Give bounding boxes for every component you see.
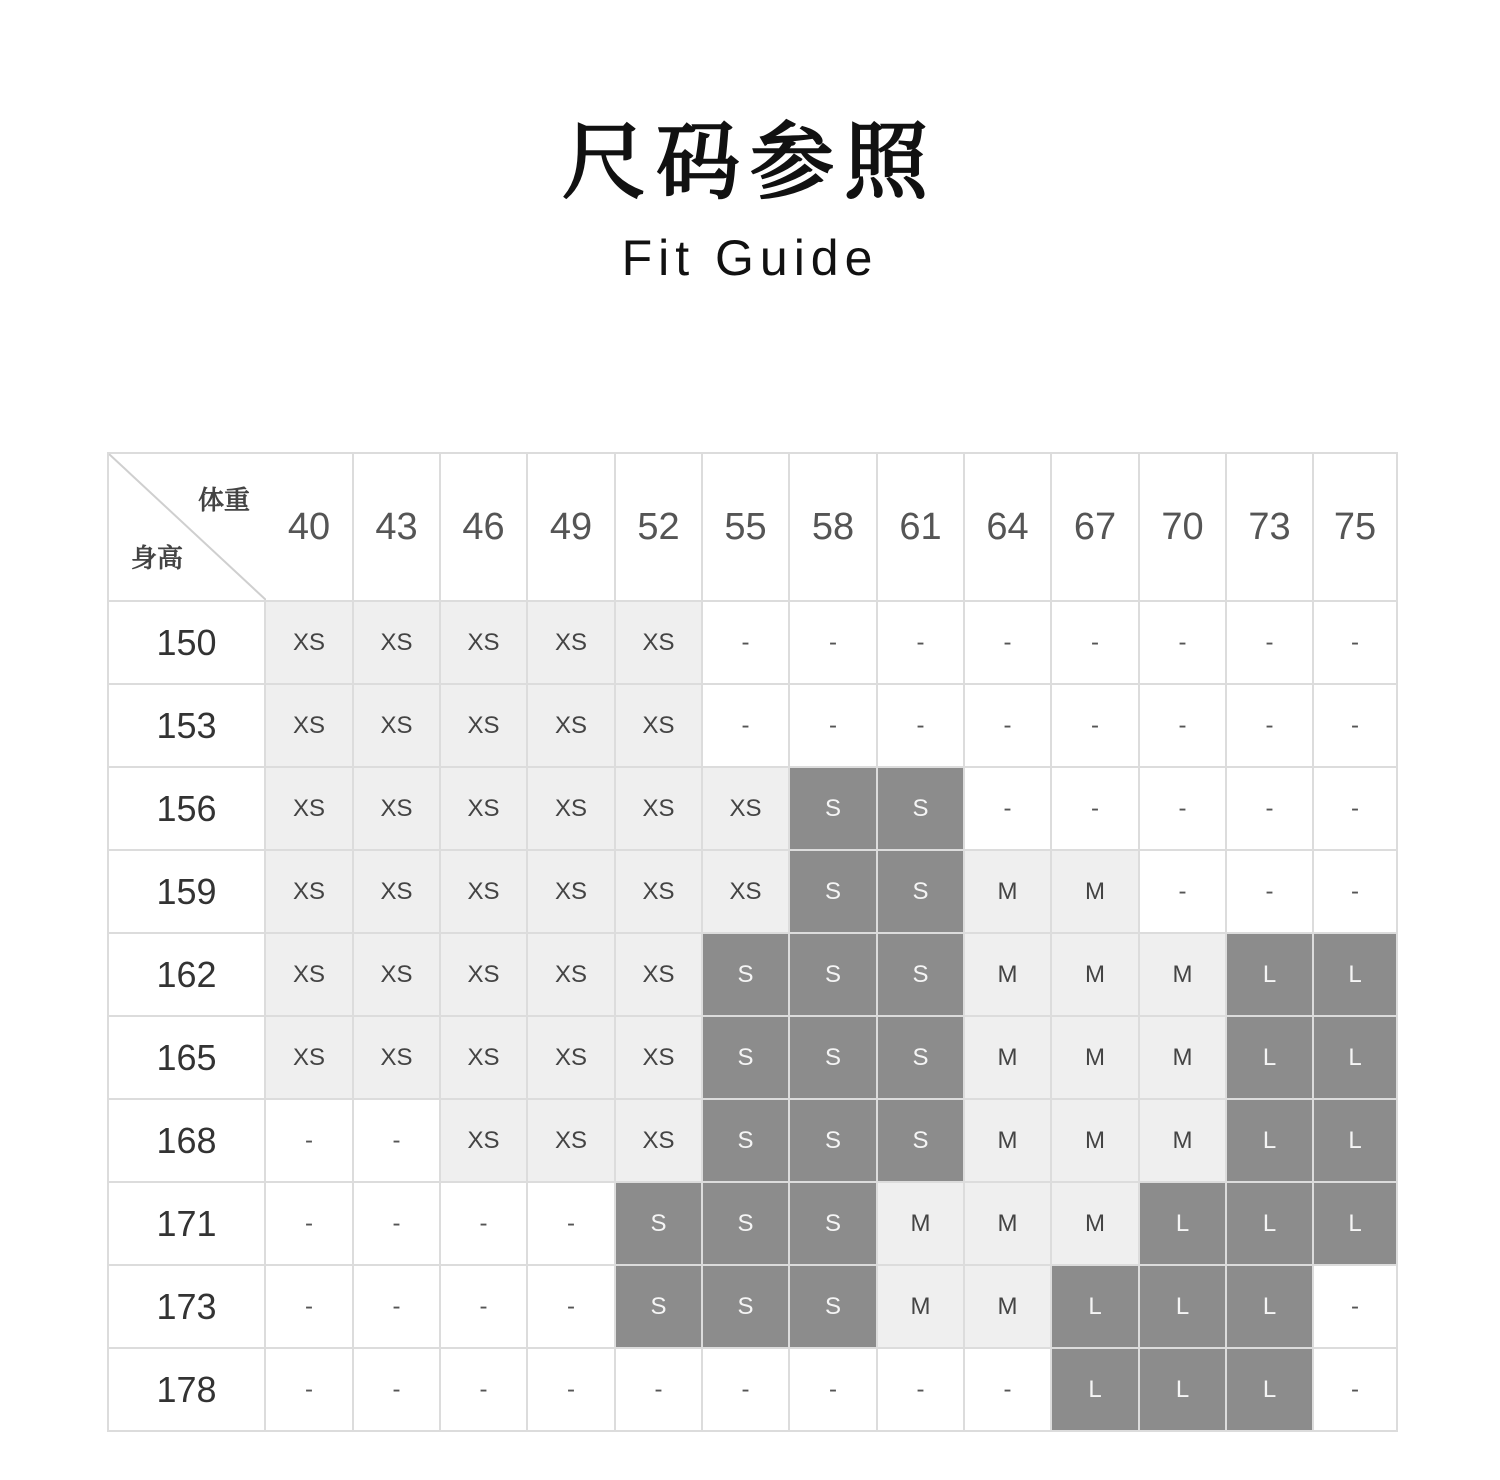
- size-cell: S: [702, 1016, 789, 1099]
- size-cell: -: [265, 1265, 353, 1348]
- page-subtitle: Fit Guide: [621, 230, 879, 286]
- size-cell: S: [789, 1265, 877, 1348]
- size-cell: -: [964, 684, 1051, 767]
- size-cell: S: [702, 933, 789, 1016]
- size-cell: S: [877, 1016, 964, 1099]
- weight-header-49: 49: [527, 453, 615, 601]
- size-cell: -: [1139, 767, 1226, 850]
- size-cell: XS: [702, 850, 789, 933]
- size-cell: -: [353, 1099, 440, 1182]
- size-cell: -: [353, 1348, 440, 1431]
- table-row: [108, 1348, 1397, 1431]
- size-cell: S: [789, 933, 877, 1016]
- size-cell: XS: [527, 933, 615, 1016]
- size-cell: XS: [353, 601, 440, 684]
- size-cell: L: [1139, 1182, 1226, 1265]
- table-row: [108, 1099, 1397, 1182]
- size-cell: M: [964, 1099, 1051, 1182]
- height-label-159: 159: [108, 850, 265, 933]
- size-cell: XS: [265, 684, 353, 767]
- size-cell: XS: [440, 850, 527, 933]
- size-cell: XS: [353, 1016, 440, 1099]
- size-cell: M: [1139, 933, 1226, 1016]
- size-cell: S: [789, 1099, 877, 1182]
- size-cell: XS: [440, 1099, 527, 1182]
- size-cell: L: [1226, 1348, 1313, 1431]
- size-cell: M: [964, 1265, 1051, 1348]
- size-cell: XS: [527, 1016, 615, 1099]
- size-cell: S: [877, 850, 964, 933]
- size-cell: M: [1051, 1099, 1139, 1182]
- size-cell: S: [615, 1265, 702, 1348]
- height-axis-label: 身高: [131, 544, 184, 574]
- size-cell: -: [964, 1348, 1051, 1431]
- size-cell: M: [964, 1016, 1051, 1099]
- weight-header-75: 75: [1313, 453, 1397, 601]
- size-cell: -: [789, 684, 877, 767]
- height-label-168: 168: [108, 1099, 265, 1182]
- weight-header-67: 67: [1051, 453, 1139, 601]
- size-cell: XS: [353, 767, 440, 850]
- size-cell: -: [615, 1348, 702, 1431]
- size-cell: -: [1139, 684, 1226, 767]
- size-cell: -: [1051, 767, 1139, 850]
- height-label-165: 165: [108, 1016, 265, 1099]
- size-cell: L: [1051, 1265, 1139, 1348]
- size-cell: -: [1139, 601, 1226, 684]
- size-cell: -: [702, 684, 789, 767]
- height-label-153: 153: [108, 684, 265, 767]
- weight-header-46: 46: [440, 453, 527, 601]
- size-cell: -: [1313, 767, 1397, 850]
- size-cell: M: [877, 1265, 964, 1348]
- size-cell: -: [1226, 684, 1313, 767]
- size-cell: M: [1139, 1099, 1226, 1182]
- size-cell: M: [964, 933, 1051, 1016]
- weight-header-52: 52: [615, 453, 702, 601]
- size-cell: S: [789, 850, 877, 933]
- size-cell: -: [1051, 601, 1139, 684]
- size-cell: XS: [615, 601, 702, 684]
- height-label-173: 173: [108, 1265, 265, 1348]
- table-row: [108, 767, 1397, 850]
- weight-header-61: 61: [877, 453, 964, 601]
- size-cell: XS: [265, 601, 353, 684]
- size-cell: -: [440, 1265, 527, 1348]
- size-cell: XS: [265, 933, 353, 1016]
- size-cell: XS: [265, 767, 353, 850]
- size-cell: XS: [440, 1016, 527, 1099]
- height-label-150: 150: [108, 601, 265, 684]
- size-cell: XS: [440, 684, 527, 767]
- size-cell: -: [440, 1348, 527, 1431]
- size-cell: S: [789, 767, 877, 850]
- size-cell: L: [1139, 1265, 1226, 1348]
- size-cell: -: [877, 601, 964, 684]
- size-cell: -: [527, 1265, 615, 1348]
- size-cell: XS: [527, 767, 615, 850]
- height-label-171: 171: [108, 1182, 265, 1265]
- size-cell: L: [1226, 933, 1313, 1016]
- size-cell: XS: [615, 1016, 702, 1099]
- size-cell: M: [1051, 850, 1139, 933]
- size-cell: S: [877, 767, 964, 850]
- size-cell: -: [265, 1348, 353, 1431]
- size-cell: XS: [527, 601, 615, 684]
- size-cell: -: [789, 601, 877, 684]
- size-cell: -: [527, 1348, 615, 1431]
- size-chart-table: [107, 452, 1398, 1432]
- table-row: [108, 1016, 1397, 1099]
- size-cell: -: [1313, 850, 1397, 933]
- table-row: [108, 933, 1397, 1016]
- weight-header-55: 55: [702, 453, 789, 601]
- size-cell: -: [527, 1182, 615, 1265]
- corner-header-cell: [108, 453, 265, 601]
- size-cell: -: [877, 1348, 964, 1431]
- size-cell: -: [1051, 684, 1139, 767]
- size-cell: XS: [615, 1099, 702, 1182]
- size-cell: S: [789, 1182, 877, 1265]
- size-cell: M: [1139, 1016, 1226, 1099]
- weight-header-73: 73: [1226, 453, 1313, 601]
- size-cell: -: [1313, 684, 1397, 767]
- weight-header-70: 70: [1139, 453, 1226, 601]
- size-cell: M: [964, 850, 1051, 933]
- weight-axis-label: 体重: [197, 486, 250, 516]
- size-cell: -: [877, 684, 964, 767]
- size-cell: -: [1313, 601, 1397, 684]
- size-cell: L: [1313, 933, 1397, 1016]
- table-row: [108, 1182, 1397, 1265]
- diagonal-divider: [109, 454, 266, 600]
- height-label-156: 156: [108, 767, 265, 850]
- size-cell: M: [1051, 933, 1139, 1016]
- size-cell: -: [265, 1099, 353, 1182]
- size-cell: XS: [527, 684, 615, 767]
- weight-header-43: 43: [353, 453, 440, 601]
- size-cell: -: [964, 767, 1051, 850]
- size-cell: M: [964, 1182, 1051, 1265]
- size-cell: -: [265, 1182, 353, 1265]
- size-cell: XS: [440, 767, 527, 850]
- size-cell: -: [440, 1182, 527, 1265]
- size-cell: L: [1226, 1182, 1313, 1265]
- size-cell: XS: [353, 933, 440, 1016]
- size-cell: S: [702, 1182, 789, 1265]
- size-cell: -: [1226, 850, 1313, 933]
- size-cell: XS: [353, 684, 440, 767]
- size-cell: XS: [615, 850, 702, 933]
- height-label-162: 162: [108, 933, 265, 1016]
- size-cell: XS: [440, 933, 527, 1016]
- table-row: [108, 601, 1397, 684]
- weight-header-row: [108, 453, 1397, 601]
- size-cell: XS: [702, 767, 789, 850]
- size-cell: -: [1226, 601, 1313, 684]
- page-title: 尺码参照: [561, 113, 938, 211]
- size-cell: -: [1313, 1265, 1397, 1348]
- size-cell: S: [702, 1099, 789, 1182]
- size-cell: S: [789, 1016, 877, 1099]
- size-cell: S: [877, 933, 964, 1016]
- table-row: [108, 684, 1397, 767]
- size-cell: L: [1226, 1265, 1313, 1348]
- size-cell: M: [1051, 1016, 1139, 1099]
- size-cell: XS: [615, 684, 702, 767]
- size-cell: -: [1139, 850, 1226, 933]
- size-cell: -: [702, 1348, 789, 1431]
- size-cell: -: [964, 601, 1051, 684]
- weight-header-64: 64: [964, 453, 1051, 601]
- size-cell: -: [789, 1348, 877, 1431]
- size-cell: XS: [615, 933, 702, 1016]
- table-row: [108, 1265, 1397, 1348]
- size-cell: L: [1313, 1099, 1397, 1182]
- size-cell: -: [1226, 767, 1313, 850]
- size-cell: -: [353, 1265, 440, 1348]
- size-cell: -: [353, 1182, 440, 1265]
- size-cell: L: [1226, 1099, 1313, 1182]
- size-cell: -: [1313, 1348, 1397, 1431]
- size-cell: XS: [527, 1099, 615, 1182]
- size-cell: L: [1139, 1348, 1226, 1431]
- table-row: [108, 850, 1397, 933]
- size-cell: L: [1313, 1182, 1397, 1265]
- size-cell: S: [877, 1099, 964, 1182]
- size-cell: S: [702, 1265, 789, 1348]
- size-cell: XS: [440, 601, 527, 684]
- size-cell: XS: [615, 767, 702, 850]
- size-cell: L: [1313, 1016, 1397, 1099]
- size-cell: S: [615, 1182, 702, 1265]
- weight-header-40: 40: [265, 453, 353, 601]
- size-cell: L: [1226, 1016, 1313, 1099]
- size-cell: M: [1051, 1182, 1139, 1265]
- size-cell: XS: [527, 850, 615, 933]
- size-cell: XS: [265, 850, 353, 933]
- weight-header-58: 58: [789, 453, 877, 601]
- size-cell: M: [877, 1182, 964, 1265]
- size-cell: -: [702, 601, 789, 684]
- size-cell: L: [1051, 1348, 1139, 1431]
- size-cell: XS: [353, 850, 440, 933]
- height-label-178: 178: [108, 1348, 265, 1431]
- size-cell: XS: [265, 1016, 353, 1099]
